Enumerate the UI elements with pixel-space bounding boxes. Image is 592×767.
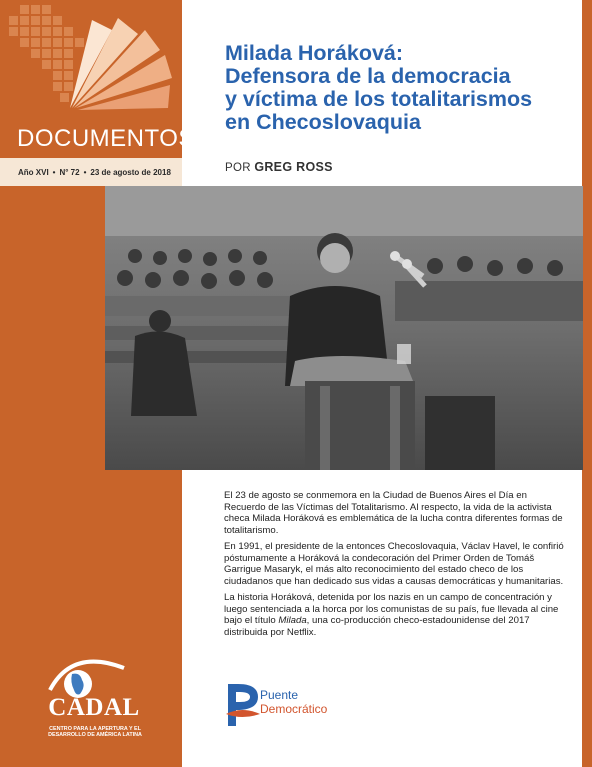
cadal-subtitle: CENTRO PARA LA APERTURA Y EL DESARROLLO DE AMÉRICA LATINA <box>48 726 142 739</box>
paragraph-text: La historia Horáková, detenida por los nazis en un campo de concentración y luego sentenciada a la horca por los comunistas de su país, fue llevada al cine bajo el título <box>224 592 559 626</box>
paragraph: En 1991, el presidente de la entonces Checoslovaquia, Václav Havel, le confirió póstumamente a Horáková la condecoración del Primer Orden de Tomáš Garrigue Masaryk, el más alto reconocimiento del estado checo de los ciudadanos que han dedicado sus vidas a causas democráticas y humanitarias. <box>224 541 564 587</box>
author-name: GREG ROSS <box>254 160 333 174</box>
sidebar-title: DOCUMENTOS <box>17 125 195 152</box>
cadal-logo <box>32 650 152 750</box>
paragraph: El 23 de agosto se conmemora en la Ciudad de Buenos Aires el Día en Recuerdo de las Víctimas del Totalitarismo. Al respecto, la vida de la activista checa Milada Horáková es emblemática de la lucha contra diferentes formas de totalitarismo. <box>224 490 563 536</box>
issue-number: N° 72 <box>59 167 80 177</box>
title-line: y víctima de los totalitarismos <box>225 87 533 111</box>
paragraph-text: , una co-producción checo-estadounidense del 2017 distribuida por Netflix. <box>224 615 530 638</box>
map-mosaic-logo <box>0 0 182 120</box>
puente-democratico-icon <box>224 680 264 730</box>
title-line: Milada Horáková: <box>225 41 404 65</box>
puente-democratico-logo <box>260 688 327 716</box>
right-accent-bar <box>582 0 592 767</box>
film-title: Milada <box>278 615 307 626</box>
partner-line-1: Puente <box>260 688 299 702</box>
title-line: Defensora de la democracia <box>225 64 511 88</box>
paragraph <box>224 592 570 638</box>
issue-year: Año XVI <box>18 167 49 177</box>
cadal-wordmark: CADAL <box>48 694 140 721</box>
title-line: en Checoslovaquia <box>225 110 421 134</box>
issue-date: 23 de agosto de 2018 <box>90 167 171 177</box>
separator-dot: • <box>83 167 87 177</box>
separator-dot: • <box>52 167 56 177</box>
article-body <box>224 490 570 643</box>
byline-prefix: POR <box>225 162 251 174</box>
courtroom-photo <box>105 186 583 470</box>
byline <box>225 160 333 174</box>
article-title <box>225 42 575 134</box>
issue-meta <box>0 158 182 186</box>
partner-line-2: Democrático <box>260 702 328 716</box>
